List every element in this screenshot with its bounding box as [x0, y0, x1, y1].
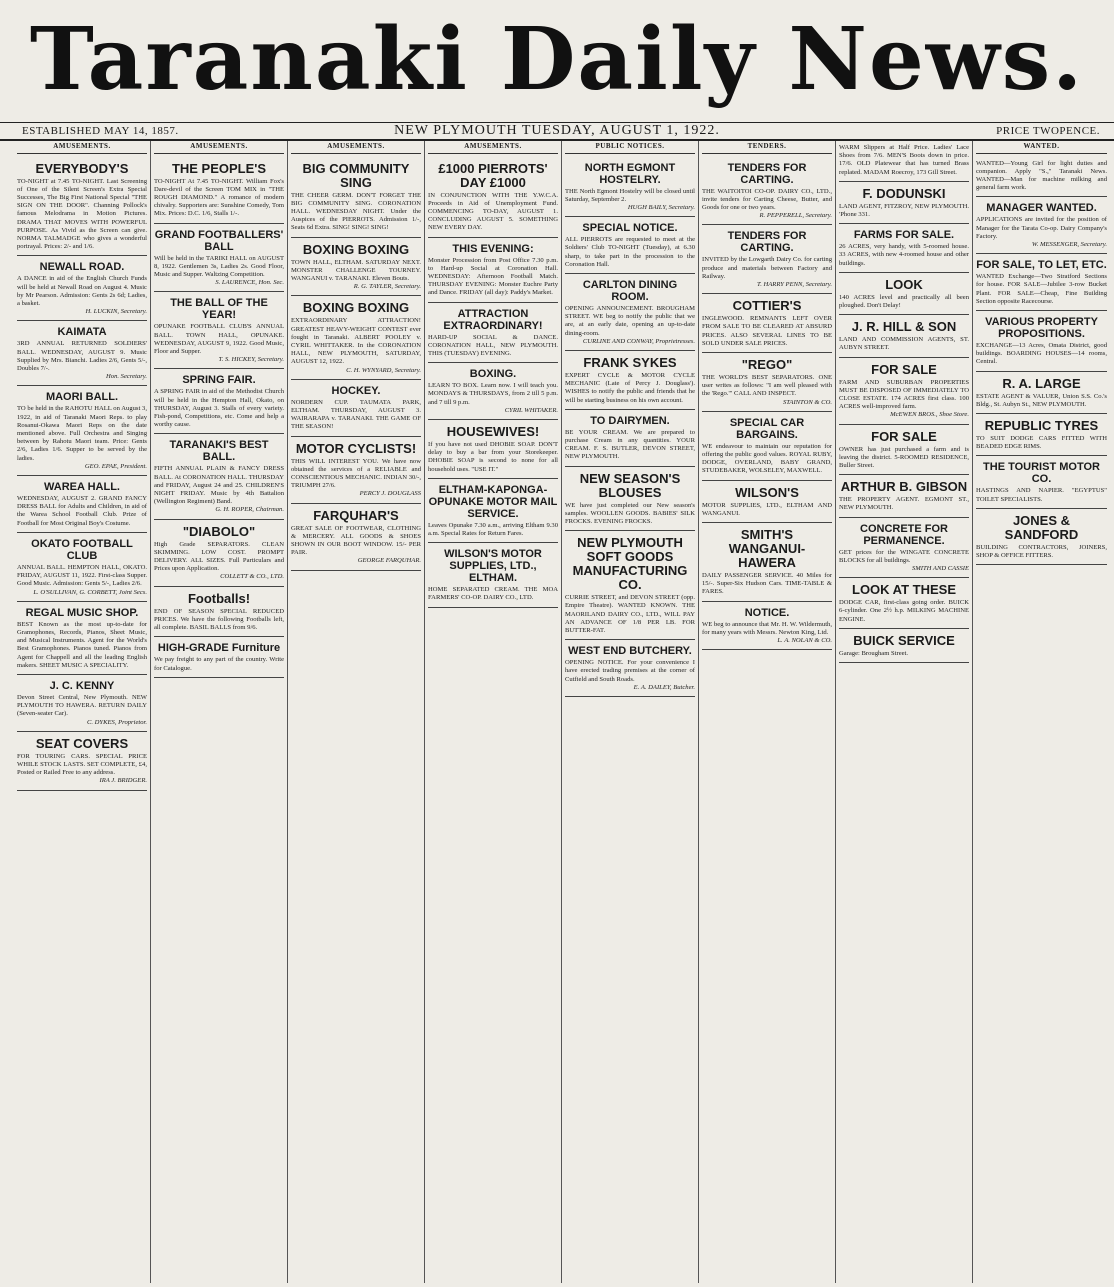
advertisement	[17, 476, 147, 533]
ad-body: Leaves Opunake 7.30 a.m., arriving Eltham 9.30 a.m. Special Rates for Return Fares.	[428, 521, 558, 538]
ad-body: ALL PIERROTS are requested to meet at the Soldiers' Club TO-NIGHT (Tuesday), at 6.30 sharp, to take part in the procession to the Coronation Hall.	[565, 236, 695, 268]
ad-body: 140 ACRES level and practically all been ploughed. Don't Delay!	[839, 293, 969, 310]
ad-signature: W. MESSENGER, Secretary.	[1031, 241, 1107, 249]
ad-title: "DIABOLO"	[182, 523, 256, 539]
ad-title: R. A. LARGE	[1002, 375, 1081, 391]
ad-body: OWNER has just purchased a farm and is leaving the district. 5-ROOMED RESIDENCE, Buller Street.	[839, 445, 969, 470]
ad-body: EXCHANGE—13 Acres, Omata District, good buildings. BOARDING HOUSES—14 rooms, Central.	[976, 342, 1107, 366]
ad-title: MAORI BALL.	[45, 391, 119, 404]
ad-title: BIG COMMUNITY SING	[302, 160, 410, 190]
ad-body: APPLICATIONS are invited for the position of Manager for the Tarata Co-op. Dairy Company's Factory.	[976, 216, 1107, 240]
advertisement	[702, 602, 832, 651]
ad-signature: E. A. DAILEY, Butcher.	[633, 683, 695, 691]
ad-signature: GEO. EPAE, President.	[84, 462, 147, 470]
column-5	[562, 141, 699, 1283]
advertisement	[839, 273, 969, 315]
ad-title: JONES & SANDFORD	[1004, 512, 1079, 542]
advertisement	[291, 504, 421, 571]
ad-body: NORDERN CUP. TAUMATA PARK, ELTHAM. THURSDAY, AUGUST 3. WAIRARAPA v. TARANAKI. THE GAME OF THE SEASON!	[291, 398, 421, 431]
ad-body: OPUNAKE FOOTBALL CLUB'S ANNUAL BALL. TOWN HALL, OPUNAKE. WEDNESDAY, AUGUST 9, 1922. Good Music, Floor and Supper.	[154, 323, 284, 356]
ad-signature: SMITH AND CASSIE	[911, 565, 969, 573]
advertisement	[839, 315, 969, 357]
advertisement	[291, 296, 421, 379]
ad-body: Monster Procession from Post Office 7.30 p.m. to Hard-up Social at Coronation Hall. WEDNESDAY: Afternoon Football Match. THURSDAY EVENING: Monster Euchre Party and Dance. FRIDAY (all day): Paddy's Market.	[428, 256, 558, 297]
ad-title: SPRING FAIR.	[182, 374, 256, 387]
ad-title: OKATO FOOTBALL CLUB	[31, 537, 133, 562]
ad-body: WE beg to announce that Mr. H. W. Wildermuth, for many years with Messrs. Newton King, Ltd.	[702, 620, 832, 636]
column-3	[288, 141, 425, 1283]
ad-body: HARD-UP SOCIAL & DANCE. CORONATION HALL, NEW PLYMOUTH. THIS (TUESDAY) EVENING.	[428, 333, 558, 358]
ad-body: TO-NIGHT At 7.45 TO-NIGHT. William Fox's Dare-devil of the Screen TOM MIX in "THE ROUGH DIAMOND." A romance of modern chivalry. Supporters are: Sunshine Comedy, Tom Mix. Prices: D.C. 1/6, Stalls 1/-.	[154, 177, 284, 218]
column-1	[14, 141, 151, 1283]
ad-title: THIS EVENING:	[452, 242, 534, 255]
ad-body: DAILY PASSENGER SERVICE. 40 Miles for 15/-. Super-Six Hudson Cars. TIME-TABLE & FARES.	[702, 572, 832, 596]
ad-body: TO be held in the RAHOTU HALL on August 3, 1922, in aid of Taranaki Maori Reps. to play Rosanui-Okawa Maori Reps on the date mentioned above. Full Orchestra and Singing between by Rahotu Maori team. Price: Gents 2/6, Ladies 1/6. Supper to be served by the ladies.	[17, 405, 147, 462]
column-7	[836, 141, 973, 1283]
ad-title: TENDERS FOR CARTING.	[727, 161, 807, 186]
ad-signature: G. H. ROPER, Chairman.	[215, 506, 284, 514]
column-heading: WANTED.	[976, 141, 1107, 154]
advertisement	[839, 141, 969, 182]
place-date: NEW PLYMOUTH TUESDAY, AUGUST 1, 1922.	[394, 123, 720, 138]
ad-body: Garage: Brougham Street.	[839, 649, 909, 657]
column-6	[699, 141, 836, 1283]
ad-body: HOME SEPARATED CREAM. THE MOA FARMERS' CO-OP. DAIRY CO., LTD.	[428, 586, 558, 602]
ad-title: WEST END BUTCHERY.	[568, 645, 692, 658]
ad-signature: S. LAURENCE, Hon. Sec.	[215, 279, 284, 287]
advertisement	[702, 412, 832, 481]
ad-signature: T. S. HICKEY, Secretary.	[218, 356, 284, 364]
dateline	[0, 122, 1114, 141]
advertisement	[428, 303, 558, 364]
ad-signature: C. H. WYNYARD, Secretary.	[346, 366, 421, 374]
ad-body: WARM Slippers at Half Price. Ladies' Lace Shoes from 7/6. MEN'S Boots down in price. 17/6. OLD Platewear that has turned Brass replated. MADAM Roecroy, 173 Gill Street.	[839, 144, 969, 176]
ad-body: LEARN TO BOX. Learn now. I will teach you. MONDAYS & THURSDAYS, from 2 till 5 p.m. and 7 till 9 p.m.	[428, 382, 558, 406]
advertisement	[154, 292, 284, 369]
column-4	[425, 141, 562, 1283]
ad-body: THE WORLD'S BEST SEPARATORS. ONE user writes as follows: "I am well pleased with the 'Rego.'" CALL AND INSPECT.	[702, 374, 832, 398]
column-heading: AMUSEMENTS.	[291, 141, 421, 154]
ad-body: GREAT SALE OF FOOTWEAR, CLOTHING & MERCERY. ALL GOODS & SHOES SHOWN IN OUR BOOT WINDOW. 15/- PER PAIR.	[291, 524, 421, 557]
ad-title: LOOK AT THESE	[852, 582, 956, 598]
ad-title: FOR SALE	[871, 428, 937, 444]
column-8	[973, 141, 1110, 1283]
ad-title: CONCRETE FOR PERMANENCE.	[860, 522, 948, 547]
ad-body: THE CHEER GERM. DON'T FORGET THE BIG COMMUNITY SING. CORONATION HALL. WEDNESDAY NIGHT. Under the Auspices of the PIERROTS. Admission 1/-, Seats 6d Extra. SING! SING! SING!	[291, 191, 421, 232]
column-heading: PUBLIC NOTICES.	[565, 141, 695, 154]
ad-title: FOR SALE	[871, 361, 937, 377]
ad-signature: PERCY J. DOUGLASS	[359, 490, 421, 498]
ad-signature: Hon. Secretary.	[106, 373, 147, 381]
ad-signature: L. A. NOLAN & CO.	[777, 637, 832, 645]
ad-body: FIFTH ANNUAL PLAIN & FANCY DRESS BALL. At CORONATION HALL. THURSDAY and FRIDAY, August 24 and 25. CHILDREN'S NIGHT FRIDAY. Music by 4th Battalion (Wellington Regiment) Band.	[154, 465, 284, 506]
advertisement	[291, 157, 421, 238]
ad-title: LOOK	[885, 276, 923, 292]
ad-title: CARLTON DINING ROOM.	[582, 279, 678, 304]
advertisement	[976, 456, 1107, 508]
ad-body: TO SUIT DODGE CARS FITTED WITH BEADED EDGE RIMS.	[976, 435, 1107, 451]
ad-title: VARIOUS PROPERTY PROPOSITIONS.	[985, 316, 1098, 341]
advertisement	[976, 197, 1107, 254]
ad-body: FARM AND SUBURBAN PROPERTIES MUST BE DISPOSED OF IMMEDIATELY TO CLOSE ESTATE. 174 ACRES first class. 100 ACRES well-improved farm.	[839, 378, 969, 411]
column-heading: AMUSEMENTS.	[428, 141, 558, 154]
ad-title: NEW SEASON'S BLOUSES	[579, 470, 681, 500]
ad-body: THE North Egmont Hostelry will be closed until Saturday, September 2.	[565, 187, 695, 203]
ad-body: ANNUAL BALL. HEMPTON HALL, OKATO. FRIDAY, AUGUST 11, 1922. First-class Supper. Good Music. Admission: Gents 5/-, Ladies 2/6.	[17, 563, 147, 588]
ad-title: THE BALL OF THE YEAR!	[170, 297, 268, 322]
ad-title: THE PEOPLE'S	[171, 160, 267, 176]
ad-title: SEAT COVERS	[35, 735, 129, 751]
advertisement	[428, 420, 558, 479]
advertisement	[17, 732, 147, 791]
established-line: ESTABLISHED MAY 14, 1857.	[22, 125, 179, 137]
ad-body: A SPRING FAIR in aid of the Methodist Church will be held in the Hempton Hall, Okato, on THURSDAY, August 3. Stalls of every variety. Fish-pond, Competitions, etc. Come and help a worthy cause.	[154, 388, 284, 429]
ad-title: BOXING BOXING	[302, 241, 410, 257]
ad-body: TO-NIGHT at 7.45 TO-NIGHT. Last Screening of One of the Silent Screen's Extra Special Successes, The Big First National Special "THE SIGN ON THE DOOR". Channing Pollock's famous Melodrama in Motion Pictures. DRAMA THAT MOVES WITH POWERFUL PURPOSE. As Vivid as the Screen can give. NORMA TALMADGE who gives a wonderful portrayal. Prices: 2/- and 1/6.	[17, 177, 147, 251]
ad-title: WILSON'S MOTOR SUPPLIES, LTD., ELTHAM.	[444, 548, 542, 585]
advertisement	[428, 543, 558, 607]
column-2	[151, 141, 288, 1283]
ad-body: FOR TOURING CARS. SPECIAL PRICE WHILE STOCK LASTS. SET COMPLETE, £4, Posted or Railed Free to any address.	[17, 752, 147, 777]
ad-title: HOCKEY.	[331, 384, 381, 397]
ad-title: TENDERS FOR CARTING.	[727, 230, 807, 255]
newspaper-title: Taranaki Daily News.	[29, 9, 1085, 110]
ad-title: REGAL MUSIC SHOP.	[25, 606, 139, 619]
ad-body: We pay freight to any part of the country. Write for Catalogue.	[154, 656, 284, 672]
ad-title: BOXING.	[469, 368, 517, 381]
ad-title: NEWALL ROAD.	[39, 261, 125, 274]
ad-title: WAREA HALL.	[44, 481, 120, 494]
advertisement	[839, 475, 969, 517]
ad-body: High Grade SEPARATORS. CLEAN SKIMMING. LOW COST. PROMPT DELIVERY. ALL SIZES. Full Particulars and Prices upon Application.	[154, 540, 284, 573]
advertisement	[839, 578, 969, 629]
ad-signature: IRA J. BRIDGER.	[99, 777, 147, 785]
advertisement	[839, 224, 969, 273]
ad-body: BE YOUR CREAM. We are prepared to purchase Cream in any quantities. YOUR CREAM. F. S. BUTLER, DEVON STREET, NEW PLYMOUTH.	[565, 428, 695, 461]
ad-title: MOTOR CYCLISTS!	[295, 440, 417, 456]
advertisement	[17, 675, 147, 732]
ad-body: EXPERT CYCLE & MOTOR CYCLE MECHANIC (Late of Percy J. Douglass'). WISHES to notify the public and friends that he will be starting business on his own account.	[565, 372, 695, 404]
advertisement	[976, 157, 1107, 198]
ad-title: BOXING BOXING	[302, 300, 410, 316]
ad-title: KAIMATA	[57, 326, 107, 339]
advertisement	[428, 479, 558, 543]
ad-title: SPECIAL CAR BARGAINS.	[729, 416, 805, 441]
ad-title: HOUSEWIVES!	[446, 424, 540, 440]
advertisement	[565, 531, 695, 640]
ad-title: TO DAIRYMEN.	[590, 414, 670, 427]
ad-body: OPENING ANNOUNCEMENT. BROUGHAM STREET. WE beg to notify the public that we are, at an early date, opening an up-to-date dining-room.	[565, 305, 695, 337]
ad-title: FOR SALE, TO LET, ETC.	[976, 259, 1107, 272]
advertisement	[702, 481, 832, 523]
advertisement	[976, 509, 1107, 565]
ad-body: WANTED Exchange—Two Stratford Sections for house. FOR SALE—Jubilee 3-row Bucket Plant. FOR SALE—Cheap, Fine Building Section opposite Racecourse.	[976, 273, 1107, 305]
ad-signature: GEORGE FARQUHAR.	[357, 557, 421, 565]
advertisement	[154, 157, 284, 224]
ad-title: ATTRACTION EXTRAORDINARY!	[443, 307, 543, 332]
ad-body: MOTOR SUPPLIES, LTD., ELTHAM AND WANGANUI.	[702, 501, 832, 517]
price-line: PRICE TWOPENCE.	[996, 125, 1100, 137]
ad-signature: STAINTON & CO.	[782, 398, 832, 406]
advertisement	[839, 182, 969, 224]
advertisement	[976, 254, 1107, 311]
advertisement	[291, 380, 421, 437]
advertisement	[428, 363, 558, 420]
ad-body: END OF SEASON SPECIAL REDUCED PRICES. We have the following Footballs left, all complete. BASIL BALLS from 9/6.	[154, 607, 284, 632]
ad-body: GET prices for the WINGATE CONCRETE BLOCKS for all buildings.	[839, 548, 969, 564]
ad-body: WE have just completed our New season's samples. WOOLLEN GOODS. BABIES' SILK FROCKS. EVENING FROCKS.	[565, 501, 695, 526]
advertisement	[17, 321, 147, 386]
ad-title: TARANAKI'S BEST BALL.	[169, 439, 269, 464]
ad-title: ELTHAM-KAPONGA-OPUNAKE MOTOR MAIL SERVICE.	[428, 483, 558, 520]
ad-body: ESTATE AGENT & VALUER, Union S.S. Co.'s Bldg., St. Aubyn St., NEW PLYMOUTH.	[976, 392, 1107, 408]
ad-title: J. R. HILL & SON	[851, 319, 957, 335]
masthead	[0, 0, 1114, 120]
ad-title: FARQUHAR'S	[313, 507, 399, 523]
advertisement	[976, 311, 1107, 372]
advertisement	[702, 353, 832, 412]
ad-body: THE PROPERTY AGENT. EGMONT ST., NEW PLYMOUTH.	[839, 496, 969, 512]
advertisement	[839, 518, 969, 579]
advertisement	[839, 629, 969, 663]
advertisement	[428, 238, 558, 303]
ad-title: £1000 PIERROTS' DAY £1000	[438, 160, 548, 190]
ad-title: REPUBLIC TYRES	[984, 418, 1099, 434]
ad-title: EVERYBODY'S	[35, 160, 129, 176]
ad-body: TOWN HALL, ELTHAM. SATURDAY NEXT. MONSTER CHALLENGE TOURNEY. WANGANUI v. TARANAKI. Eleven Bouts.	[291, 258, 421, 283]
ad-signature: C. DYKES, Proprietor.	[86, 718, 147, 726]
ad-title: FARMS FOR SALE.	[853, 229, 955, 242]
ad-signature: L. O'SULLIVAN, G. CORBETT, Joint Secs.	[33, 588, 147, 596]
advertisement	[976, 372, 1107, 414]
advertisement	[565, 157, 695, 218]
advertisement	[565, 217, 695, 274]
advertisement	[428, 157, 558, 238]
advertisement	[154, 637, 284, 677]
ad-body: A DANCE in aid of the English Church Funds will be held at Newall Road on August 4. Music by Mr Pearson. Admission: Gents 2s 6d; Ladies, a basket.	[17, 275, 147, 308]
ad-body: If you have not used DHOBIE SOAP. DON'T delay to buy a bar from your Storekeeper. DHOBIE SOAP is second to none for all household uses. "USE IT."	[428, 441, 558, 473]
advertisement	[17, 602, 147, 675]
advertisement	[154, 434, 284, 519]
advertisement	[17, 386, 147, 476]
advertisement	[17, 533, 147, 602]
advertisement	[154, 587, 284, 638]
ad-title: "REGO"	[741, 357, 793, 373]
advertisement	[839, 425, 969, 476]
ad-signature: CYRIL WHITAKER.	[504, 406, 558, 414]
ad-body: IN CONJUNCTION WITH THE Y.W.C.A. Proceeds in Aid of Unemployment Fund. COMMENCING TO-DAY, AUGUST 1. CONCLUDING AUGUST 5. SOMETHING NEW EVERY DAY.	[428, 191, 558, 232]
advertisement	[702, 523, 832, 602]
ad-body: BEST Known as the most up-to-date for Gramophones, Records, Pianos, Sheet Music, and Musical Instruments. Agent for the World's Best Gramophones. Pianos tuned. Pianos from Agent for Chappell and all the leading English makers. SHEET MUSIC A SPECIALITY.	[17, 620, 147, 669]
ad-signature: McEWEN BROS., Shoe Store.	[890, 411, 969, 419]
ad-body: WE endeavour to maintain our reputation for offering the public good values. ROYAL RUBY, DODGE, OVERLAND, BABY GRAND, STUDEBAKER, WOLSELEY, MAXWELL.	[702, 442, 832, 475]
ad-body: OPENING NOTICE. For your convenience I have erected trading premises at the corner of Cutfield and South Roads.	[565, 659, 695, 683]
ad-body: THIS WILL INTEREST YOU. We have now obtained the services of a RELIABLE and CONSCIENTIOUS MECHANIC. INDIAN 30/-, TRIUMPH 27/6.	[291, 457, 421, 490]
advertisement	[702, 225, 832, 294]
advertisement	[291, 238, 421, 297]
column-heading: TENDERS.	[702, 141, 832, 154]
ad-signature: H. LUCKIN, Secretary.	[85, 308, 147, 316]
ad-signature: CURLINE AND CONWAY, Proprietresses.	[582, 337, 695, 345]
ad-title: Footballs!	[187, 590, 251, 606]
ad-signature: R. G. TAYLER, Secretary.	[353, 283, 421, 291]
ad-title: FRANK SYKES	[583, 355, 677, 371]
ad-title: MANAGER WANTED.	[986, 202, 1097, 215]
advertisement	[565, 410, 695, 467]
advertisement	[154, 520, 284, 587]
ad-title: F. DODUNSKI	[862, 185, 946, 201]
ad-signature: T. HARRY PENN, Secretary.	[757, 281, 832, 289]
advertisement	[565, 640, 695, 697]
advertisement	[154, 369, 284, 434]
ad-body: CURRIE STREET, and DEVON STREET (opp. Empire Theatre). WANTED KNOWN. THE MAORILAND DAIRY CO., LTD., WILL PAY AN ADVANCE OF 1/8 PER LB. FOR BUTTER-FAT.	[565, 594, 695, 635]
ad-title: GRAND FOOTBALLERS' BALL	[154, 228, 284, 253]
ad-title: ARTHUR B. GIBSON	[840, 479, 968, 495]
ad-title: HIGH-GRADE Furniture	[157, 642, 281, 655]
ad-body: INVITED by the Lowgarth Dairy Co. for carting produce and materials between Factory and Railway.	[702, 256, 832, 280]
ad-body: Devon Street Central, New Plymouth. NEW PLYMOUTH TO HAWERA. RETURN DAILY (Seven-seater Car).	[17, 693, 147, 718]
ad-title: THE TOURIST MOTOR CO.	[983, 461, 1100, 486]
ad-body: THE WAITOITOI CO-OP. DAIRY CO., LTD., invite tenders for Carting Cheese, Butter, and Goods for one or two years.	[702, 187, 832, 211]
ad-body: 3RD ANNUAL RETURNED SOLDIERS' BALL. WEDNESDAY, AUGUST 9. Music Supplied by Mrs. Bianchi. Ladies 2/6, Gents 5/-, Doubles 7/-.	[17, 340, 147, 373]
advertisement	[702, 294, 832, 353]
ad-body: BUILDING CONTRACTORS, JOINERS, SHOP & OFFICE FITTERS.	[976, 543, 1107, 560]
column-heading: AMUSEMENTS.	[154, 141, 284, 154]
advertisement	[976, 414, 1107, 456]
ad-signature: R. PEPPERELL, Secretary.	[759, 212, 832, 220]
ad-title: NEW PLYMOUTH SOFT GOODS MANUFACTURING CO.	[572, 535, 688, 593]
advertisement	[839, 358, 969, 425]
ad-body: EXTRAORDINARY ATTRACTION! GREATEST HEAVY-WEIGHT CONTEST ever fought in Taranaki. ALBERT POOLEY v. CYRIL WHITTAKER. In the CORONATION HALL, NEW PLYMOUTH, SATURDAY, AUGUST 12, 1922.	[291, 317, 421, 366]
advertisement	[291, 437, 421, 504]
ad-title: J. C. KENNY	[49, 679, 115, 692]
ad-body: LAND AGENT, FITZROY, NEW PLYMOUTH. 'Phone 331.	[839, 202, 969, 219]
ad-body: HASTINGS AND NAPIER. "EGYPTUS" TOILET SPECIALISTS.	[976, 487, 1107, 503]
ad-title: NORTH EGMONT HOSTELRY.	[584, 161, 676, 186]
ad-signature: COLLETT & CO., LTD.	[220, 573, 284, 581]
column-heading: AMUSEMENTS.	[17, 141, 147, 154]
advertisement	[154, 224, 284, 293]
advertisement	[565, 467, 695, 532]
ad-signature: HUGH BAILY, Secretary.	[627, 204, 695, 211]
advertisement	[17, 256, 147, 321]
ad-title: SMITH'S WANGANUI-HAWERA	[728, 527, 806, 571]
advertisement	[565, 274, 695, 351]
ad-body: DODGE CAR, first-class going order. BUICK 6-cylinder. One 2½ h.p. MILKING MACHINE ENGINE.	[839, 599, 969, 623]
ad-body: WANTED—Young Girl for light duties and companion. Apply "S.," Taranaki News. WANTED—Man for machine milking and general farm work.	[976, 159, 1107, 192]
ad-body: WEDNESDAY, AUGUST 2. GRAND FANCY DRESS BALL for Adults and Children, in aid of the Warea School Football Club. Prize of Football for Most Original Boy's Costume.	[17, 495, 147, 527]
ad-title: WILSON'S	[735, 484, 799, 500]
advertisement	[565, 351, 695, 410]
ad-body: 26 ACRES, very handy, with 5-roomed house. 33 ACRES, with new 4-roomed house and other buildings.	[839, 243, 969, 267]
advertisement	[17, 157, 147, 257]
ad-title: BUICK SERVICE	[853, 632, 955, 648]
columns-container	[14, 141, 1110, 1283]
advertisement	[702, 157, 832, 226]
ad-body: Will be held in the TARIKI HALL on AUGUST 8, 1922. Gentlemen 3s, Ladies 2s. Good Floor, Music and Supper. Waltzing Competition.	[154, 254, 284, 279]
ad-title: COTTIER'S	[732, 298, 802, 314]
ad-body: INGLEWOOD. REMNANTS LEFT OVER FROM SALE TO BE CLEARED AT ABSURD PRICES. ALSO SEVERAL LINES TO BE SOLD UNDER SALE PRICES.	[702, 315, 832, 347]
ad-title: SPECIAL NOTICE.	[582, 222, 678, 235]
ad-title: NOTICE.	[744, 606, 790, 619]
ad-body: LAND AND COMMISSION AGENTS, ST. AUBYN STREET.	[839, 336, 969, 352]
